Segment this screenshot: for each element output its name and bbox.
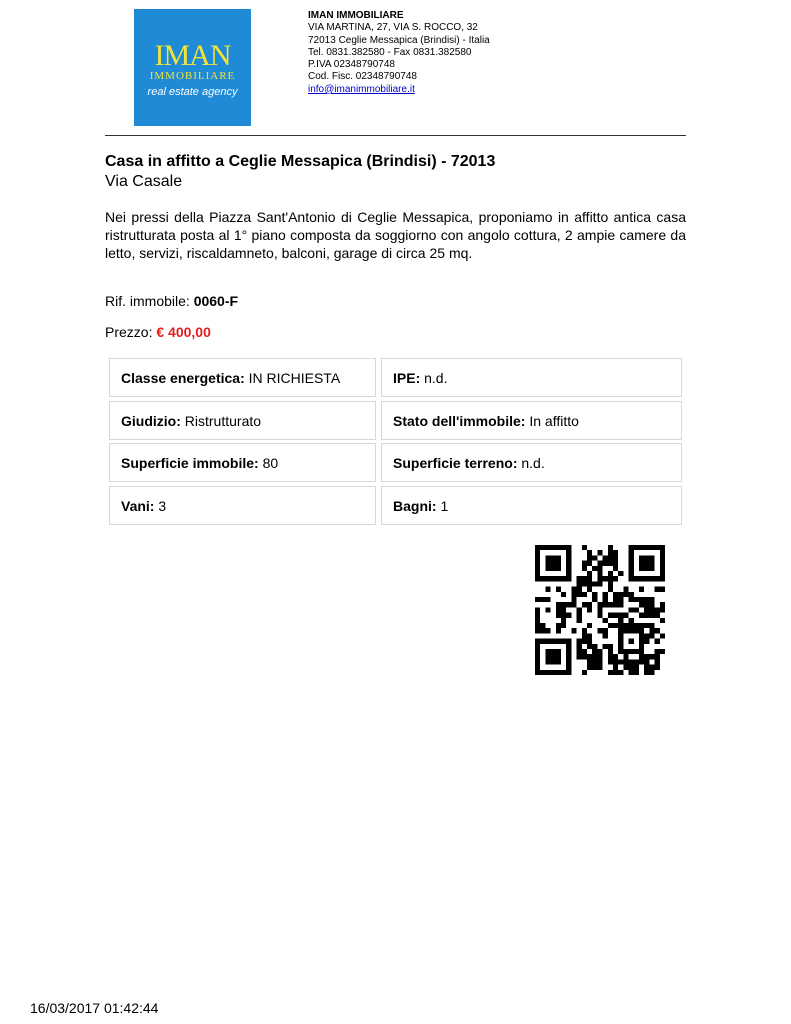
ipe-value: n.d.	[424, 370, 448, 386]
company-name: IMAN IMMOBILIARE	[308, 10, 404, 21]
condition-cell	[109, 401, 376, 440]
price-label: Prezzo:	[105, 324, 153, 340]
condition-value: Ristrutturato	[184, 413, 262, 429]
property-area-label: Superficie immobile:	[121, 455, 259, 471]
energy-class-cell	[109, 358, 376, 397]
land-area-label: Superficie terreno:	[393, 455, 518, 471]
logo-subtitle: IMMOBILIARE	[149, 70, 236, 82]
listing-title: Casa in affitto a Ceglie Messapica (Brindisi) - 72013	[105, 153, 496, 170]
company-email-link[interactable]: info@imanimmobiliare.it	[308, 83, 415, 95]
rooms-label: Vani:	[121, 498, 155, 514]
logo-brand-text: IMAN	[154, 39, 231, 72]
land-area-cell	[381, 443, 682, 482]
reference-line	[105, 292, 238, 310]
energy-class-value: IN RICHIESTA	[248, 370, 341, 386]
qr-code-icon	[535, 545, 665, 675]
bathrooms-value: 1	[440, 498, 449, 514]
price-value: € 400,00	[156, 324, 211, 340]
land-area-value: n.d.	[521, 455, 545, 471]
print-timestamp: 16/03/2017 01:42:44	[30, 1000, 159, 1016]
logo-tagline: real estate agency	[147, 86, 238, 98]
status-cell	[381, 401, 682, 440]
energy-class-label: Classe energetica:	[121, 370, 245, 386]
company-vat: P.IVA 02348790748	[308, 59, 395, 71]
status-value: In affitto	[529, 413, 579, 429]
company-fiscal-code: Cod. Fisc. 02348790748	[308, 71, 417, 83]
price-line	[105, 323, 211, 341]
rooms-value: 3	[158, 498, 167, 514]
property-area-cell	[109, 443, 376, 482]
bathrooms-label: Bagni:	[393, 498, 437, 514]
ipe-label: IPE:	[393, 370, 421, 386]
reference-value: 0060-F	[193, 293, 239, 309]
status-label: Stato dell'immobile:	[393, 413, 526, 429]
listing-description: Nei pressi della Piazza Sant'Antonio di Ceglie Messapica, proponiamo in affitto antica casa ristrutturata posta al 1° piano composta da soggiorno con angolo cottura, 2 ampie camere da letto, servizi, riscaldamneto, balconi, garage di circa 25 mq.	[105, 209, 686, 261]
company-city: 72013 Ceglie Messapica (Brindisi) - Italia	[308, 34, 490, 46]
header-divider	[105, 135, 686, 136]
contact-block	[308, 10, 490, 96]
reference-label: Rif. immobile:	[105, 293, 190, 309]
company-phone-fax: Tel. 0831.382580 - Fax 0831.382580	[308, 46, 472, 58]
listing-street: Via Casale	[105, 173, 183, 190]
ipe-cell	[381, 358, 682, 397]
company-address: VIA MARTINA, 27, VIA S. ROCCO, 32	[308, 22, 478, 34]
rooms-cell	[109, 486, 376, 525]
condition-label: Giudizio:	[121, 413, 181, 429]
property-area-value: 80	[262, 455, 279, 471]
company-logo	[134, 9, 251, 126]
bathrooms-cell	[381, 486, 682, 525]
